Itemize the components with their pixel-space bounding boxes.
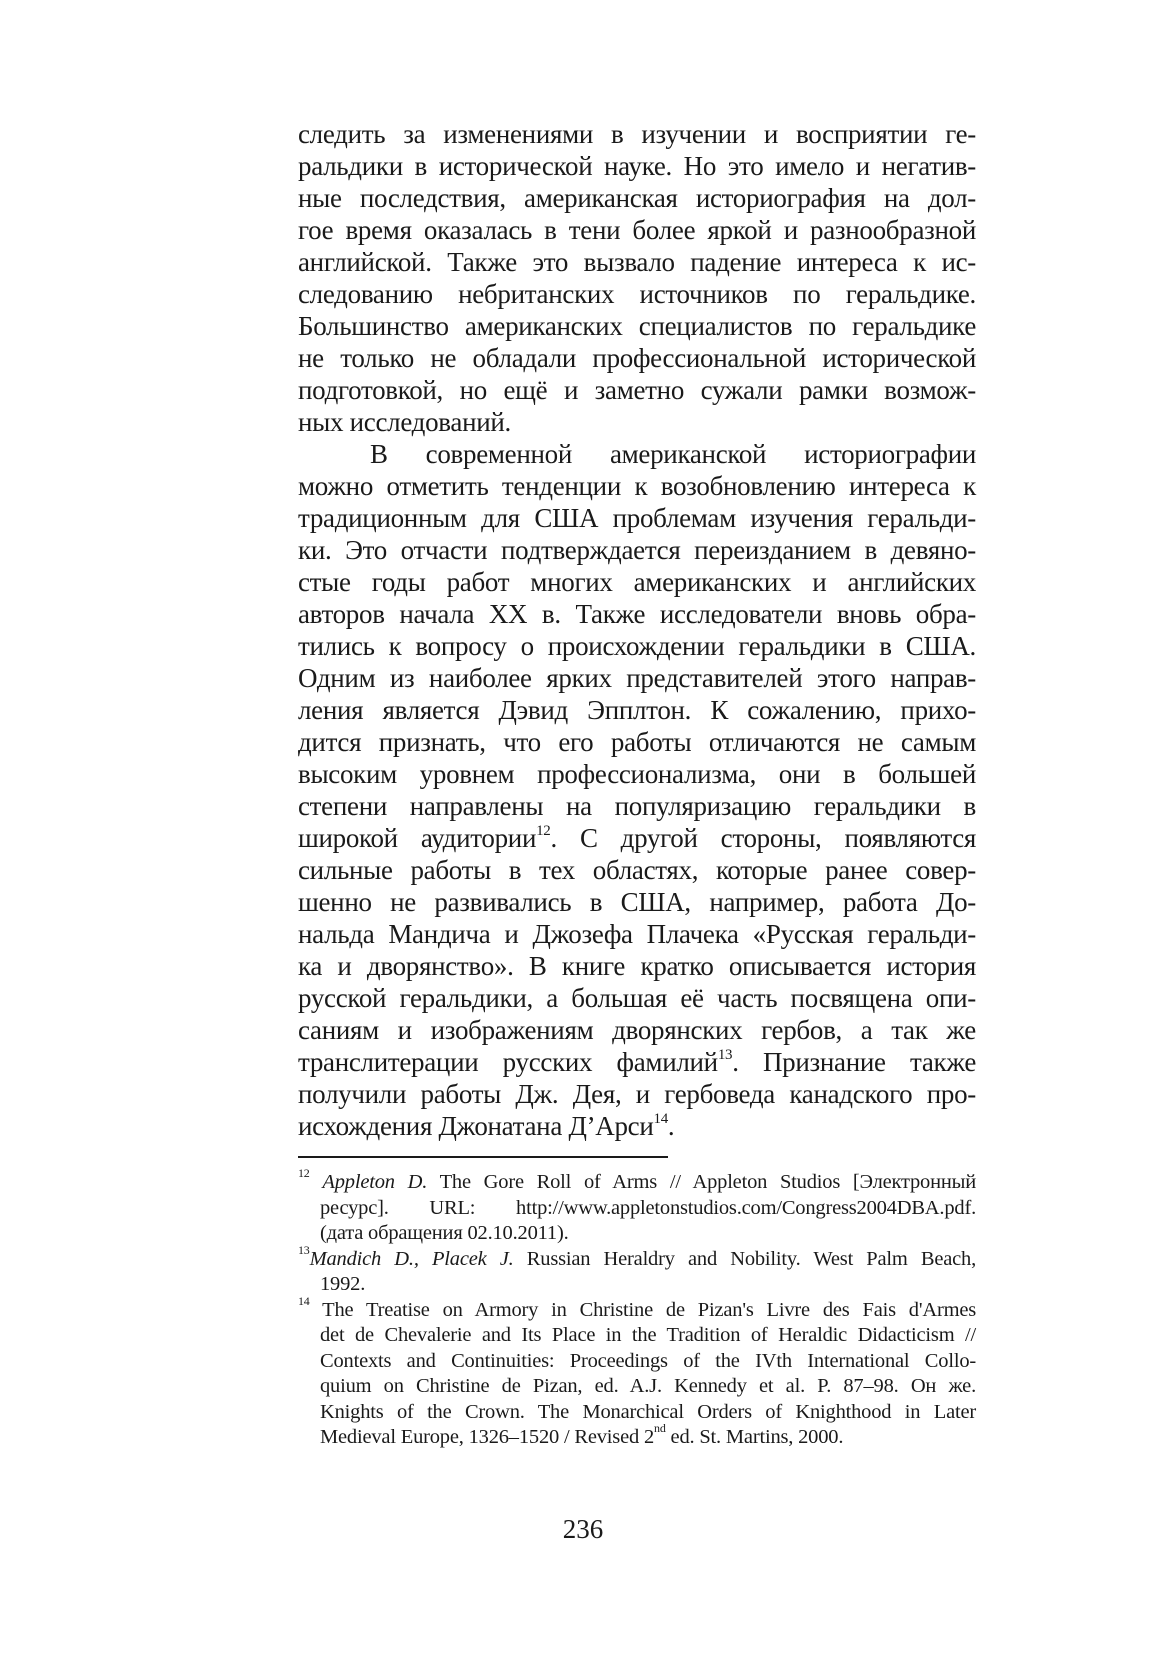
text-line: не только не обладали профессиональной исторической xyxy=(298,343,976,373)
text-line: ральдики в исторической науке. Но это имело и негатив- xyxy=(298,151,976,181)
text-line: высоким уровнем профессионализма, они в большей xyxy=(298,759,976,789)
text-fragment: Russian Heraldry and Nobility. West Palm Beach, xyxy=(526,1247,976,1270)
text-line: тились к вопросу о происхождении геральдики в США. xyxy=(298,631,976,661)
text-fragment: широкой аудитории xyxy=(298,823,537,853)
text-fragment: ed. St. Martins, 2000. xyxy=(665,1426,844,1448)
footnote-ref: 14 xyxy=(653,1111,668,1127)
footnote-line: (дата обращения 02.10.2011). xyxy=(320,1222,569,1244)
text-line xyxy=(298,822,976,854)
text-line: Одним из наиболее ярких представителей этого направ- xyxy=(298,663,976,693)
text-line: следованию небританских источников по геральдике. xyxy=(298,279,976,309)
text-line xyxy=(298,1110,976,1142)
footnote-author: Appleton D. xyxy=(322,1171,428,1193)
text-line: авторов начала XX в. Также исследователи вновь обра- xyxy=(298,599,976,629)
text-line xyxy=(298,1046,976,1078)
text-line: ных исследований. xyxy=(298,407,511,437)
text-fragment: The Treatise on Armory in Christine de Pizan's Livre des Fais d'Armes xyxy=(322,1298,976,1321)
footnote-marker: 12 xyxy=(298,1166,310,1181)
footnote-marker: 13 xyxy=(298,1242,310,1257)
footnote-line: 1992. xyxy=(320,1273,366,1295)
text-fragment: Medieval Europe, 1326–1520 / Revised 2 xyxy=(320,1426,655,1448)
text-line: русской геральдики, а большая её часть посвящена опи- xyxy=(298,983,976,1013)
footnote-line xyxy=(298,1166,976,1196)
text-fragment: . С другой стороны, появляются xyxy=(550,823,976,853)
text-line: ные последствия, американская историография на дол- xyxy=(298,183,976,213)
footnote-12 xyxy=(298,1166,976,1247)
page-number: 236 xyxy=(562,1514,604,1544)
text-line: получили работы Дж. Дея, и гербоведа канадского про- xyxy=(298,1079,976,1109)
text-line: ления является Дэвид Эпплтон. К сожалению, прихо- xyxy=(298,695,976,725)
footnote-author: Mandich D., Placek J. xyxy=(309,1247,514,1270)
footnote-ref: 13 xyxy=(717,1047,733,1063)
text-line: можно отметить тенденции к возобновлению интереса к xyxy=(298,471,976,501)
footnote-line: Contexts and Continuities: Proceedings of the IVth International Collo- xyxy=(320,1349,976,1372)
footnote-ref: 12 xyxy=(536,823,551,839)
footnote-line: quium on Christine de Pizan, ed. A.J. Kennedy et al. P. 87–98. Он же. xyxy=(320,1375,976,1397)
text-line: ки. Это отчасти подтверждается переизданием в девяно- xyxy=(298,535,976,565)
text-fragment: . Признание также xyxy=(732,1047,976,1077)
text-line: сильные работы в тех областях, которые ранее совер- xyxy=(298,855,976,885)
footnote-line: ресурс]. URL: http://www.appletonstudios.com/Congress2004DBA.pdf. xyxy=(320,1196,976,1219)
text-fragment: исхождения Джонатана Д’Арси xyxy=(298,1111,654,1141)
text-line: гое время оказалась в тени более яркой и разнообразной xyxy=(298,215,976,245)
footnote-line xyxy=(298,1242,976,1273)
text-line: английской. Также это вызвало падение интереса к ис- xyxy=(298,247,976,277)
footnote-line: Knights of the Crown. The Monarchical Orders of Knighthood in Later xyxy=(320,1400,976,1423)
text-line: стые годы работ многих американских и английских xyxy=(298,567,976,597)
text-line: нальда Мандича и Джозефа Плачека «Русская геральди- xyxy=(298,919,976,949)
main-text xyxy=(298,118,976,1142)
footnote-line xyxy=(298,1293,976,1324)
footnote-marker: 14 xyxy=(298,1293,310,1308)
text-fragment: транслитерации русских фамилий xyxy=(298,1047,718,1077)
text-line: Большинство американских специалистов по геральдике xyxy=(298,311,976,341)
ordinal-suffix: nd xyxy=(654,1421,666,1436)
text-line: подготовкой, но ещё и заметно сужали рамки возмож- xyxy=(298,375,976,405)
text-line: В современной американской историографии xyxy=(370,439,976,469)
text-line: саниям и изображениям дворянских гербов, а так же xyxy=(298,1015,976,1045)
footnote-14 xyxy=(298,1293,976,1451)
text-line: шенно не развивались в США, например, работа До- xyxy=(298,887,976,917)
footnote-line xyxy=(320,1421,976,1451)
footnotes xyxy=(298,1166,976,1451)
footnote-13 xyxy=(298,1242,976,1298)
text-line: следить за изменениями в изучении и восприятии ге- xyxy=(298,119,976,149)
footnote-separator xyxy=(298,1156,668,1158)
text-fragment: The Gore Roll of Arms // Appleton Studios [Электронный xyxy=(439,1171,976,1193)
text-line: дится признать, что его работы отличаются не самым xyxy=(298,727,976,757)
text-line: степени направлены на популяризацию геральдики в xyxy=(298,791,976,821)
footnote-line: det de Chevalerie and Its Place in the Tradition of Heraldic Didacticism // xyxy=(320,1324,976,1346)
text-line: ка и дворянство». В книге кратко описывается история xyxy=(298,951,976,981)
text-line: традиционным для США проблемам изучения геральди- xyxy=(298,503,976,533)
text-fragment: . xyxy=(667,1111,675,1141)
